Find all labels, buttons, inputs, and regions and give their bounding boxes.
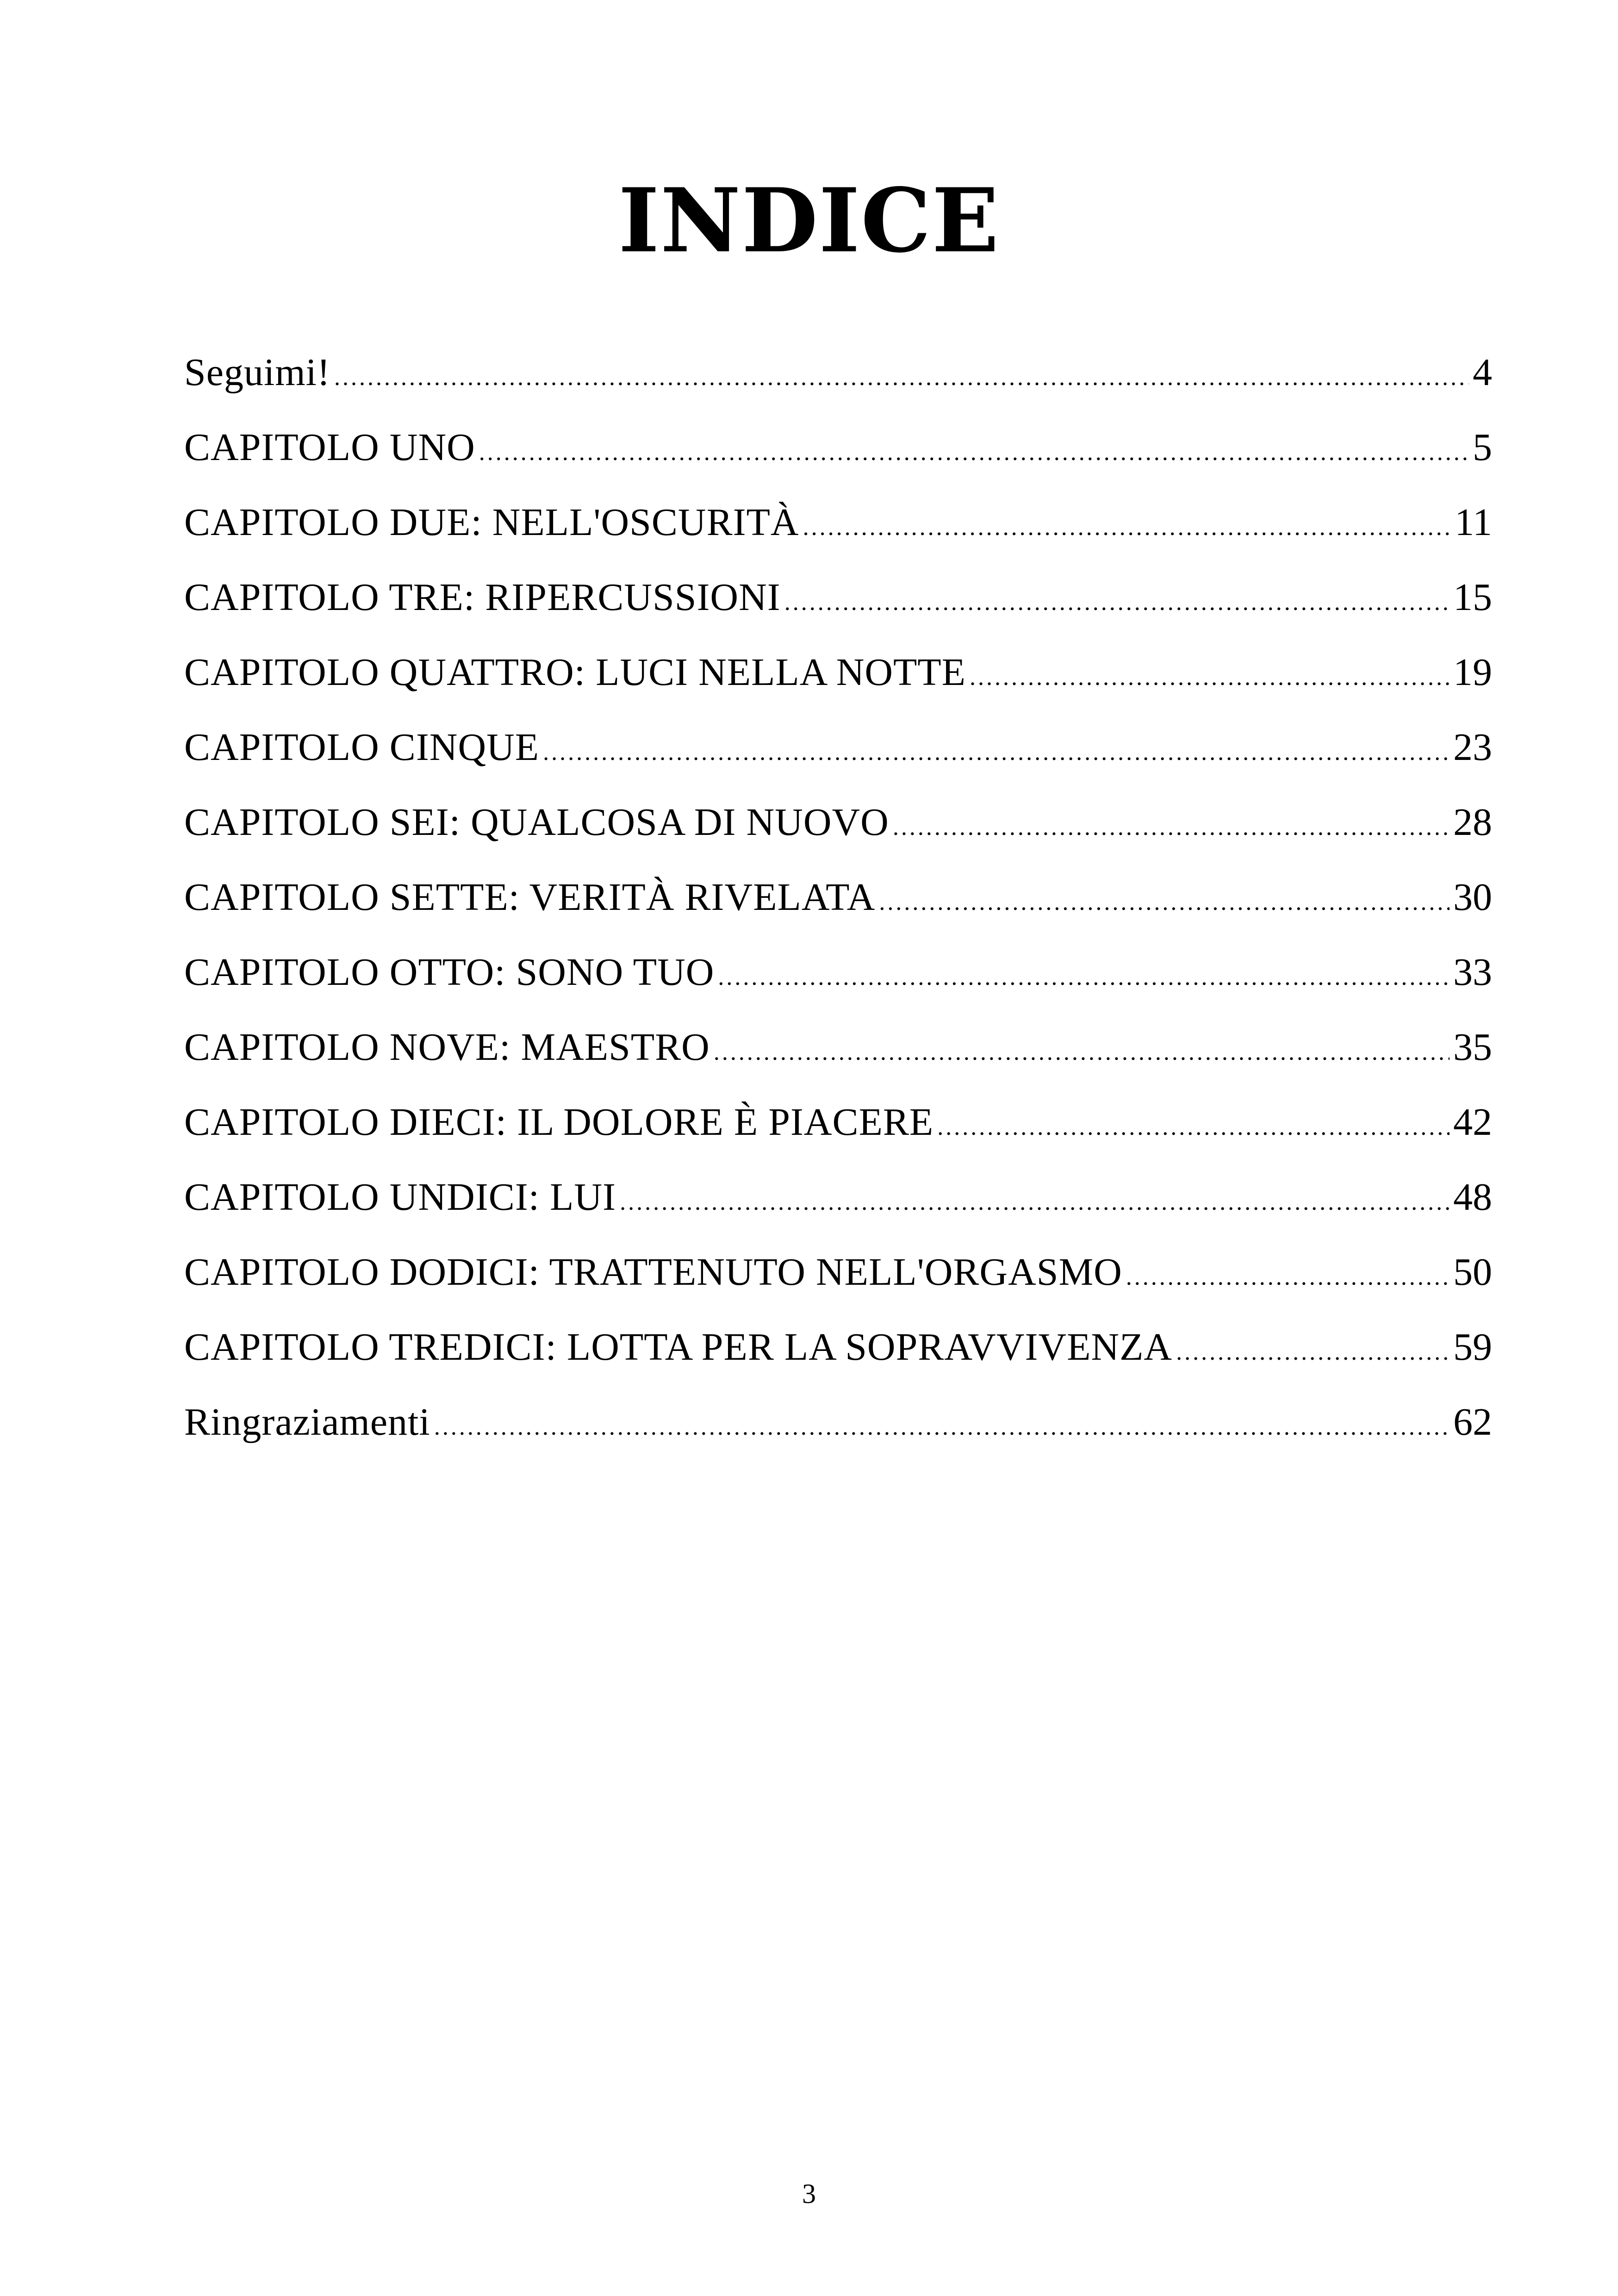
toc-entry-capitolo-quattro[interactable] (184, 635, 1492, 710)
dot-leader (1126, 1240, 1450, 1310)
toc-entry-capitolo-undici[interactable] (184, 1160, 1492, 1235)
toc-entry-ringraziamenti[interactable] (184, 1385, 1492, 1460)
toc-entry-title: CAPITOLO UNO (184, 426, 475, 469)
toc-entry-title: CAPITOLO QUATTRO: LUCI NELLA NOTTE (184, 651, 966, 694)
toc-entry-page: 30 (1453, 876, 1492, 919)
dot-leader (879, 865, 1450, 935)
toc-entry-capitolo-due[interactable] (184, 485, 1492, 560)
toc-entry-page: 15 (1453, 576, 1492, 619)
toc-entry-page: 11 (1455, 501, 1492, 544)
toc-entry-page: 33 (1453, 951, 1492, 994)
toc-entry-title: CAPITOLO UNDICI: LUI (184, 1176, 616, 1219)
dot-leader (718, 940, 1450, 1010)
toc-entry-title: CAPITOLO NOVE: MAESTRO (184, 1026, 710, 1069)
toc-entry-page: 19 (1453, 651, 1492, 694)
toc-entry-page: 59 (1453, 1325, 1492, 1369)
toc-entry-title: CAPITOLO OTTO: SONO TUO (184, 951, 715, 994)
toc-entry-page: 4 (1473, 351, 1492, 394)
toc-entry-page: 42 (1453, 1101, 1492, 1144)
toc-entry-page: 23 (1453, 726, 1492, 769)
toc-entry-capitolo-sei[interactable] (184, 785, 1492, 860)
dot-leader (543, 715, 1450, 785)
toc-entry-title: CAPITOLO DUE: NELL'OSCURITÀ (184, 501, 799, 544)
toc-entry-title: CAPITOLO DIECI: IL DOLORE È PIACERE (184, 1101, 934, 1144)
dot-leader (334, 340, 1469, 410)
toc-entry-capitolo-dodici[interactable] (184, 1235, 1492, 1310)
toc-entry-title: CAPITOLO TREDICI: LOTTA PER LA SOPRAVVIVENZA (184, 1325, 1173, 1369)
toc-entry-capitolo-tredici[interactable] (184, 1310, 1492, 1385)
toc-entry-title: CAPITOLO SEI: QUALCOSA DI NUOVO (184, 801, 889, 844)
toc-entry-capitolo-nove[interactable] (184, 1010, 1492, 1085)
dot-leader (803, 490, 1451, 560)
dot-leader (714, 1015, 1450, 1085)
toc-entry-title: CAPITOLO SETTE: VERITÀ RIVELATA (184, 876, 876, 919)
toc-entry-page: 5 (1473, 426, 1492, 469)
toc-entry-page: 50 (1453, 1251, 1492, 1294)
toc-entry-capitolo-uno[interactable] (184, 410, 1492, 485)
dot-leader (893, 790, 1450, 860)
dot-leader (937, 1090, 1450, 1160)
page-title: INDICE (618, 169, 1000, 273)
toc-entry-capitolo-tre[interactable] (184, 560, 1492, 635)
toc-entry-page: 28 (1453, 801, 1492, 844)
dot-leader (1176, 1315, 1450, 1385)
toc-entry-title: Ringraziamenti (184, 1400, 430, 1444)
toc-entry-capitolo-cinque[interactable] (184, 710, 1492, 785)
toc-entry-title: Seguimi! (184, 351, 330, 394)
dot-leader (479, 415, 1469, 485)
dot-leader (970, 640, 1450, 710)
toc-entry-seguimi[interactable] (184, 335, 1492, 410)
toc-entry-page: 35 (1453, 1026, 1492, 1069)
toc-entry-capitolo-otto[interactable] (184, 935, 1492, 1010)
page-number: 3 (802, 2178, 816, 2209)
dot-leader (434, 1390, 1450, 1460)
toc-entry-capitolo-dieci[interactable] (184, 1085, 1492, 1160)
toc-entry-title: CAPITOLO TRE: RIPERCUSSIONI (184, 576, 781, 619)
toc-entry-page: 62 (1453, 1400, 1492, 1444)
dot-leader (620, 1165, 1450, 1235)
toc-entry-capitolo-sette[interactable] (184, 860, 1492, 935)
toc-entry-title: CAPITOLO DODICI: TRATTENUTO NELL'ORGASMO (184, 1251, 1122, 1294)
toc-entry-page: 48 (1453, 1176, 1492, 1219)
table-of-contents (184, 335, 1492, 1460)
dot-leader (784, 565, 1450, 635)
toc-entry-title: CAPITOLO CINQUE (184, 726, 540, 769)
